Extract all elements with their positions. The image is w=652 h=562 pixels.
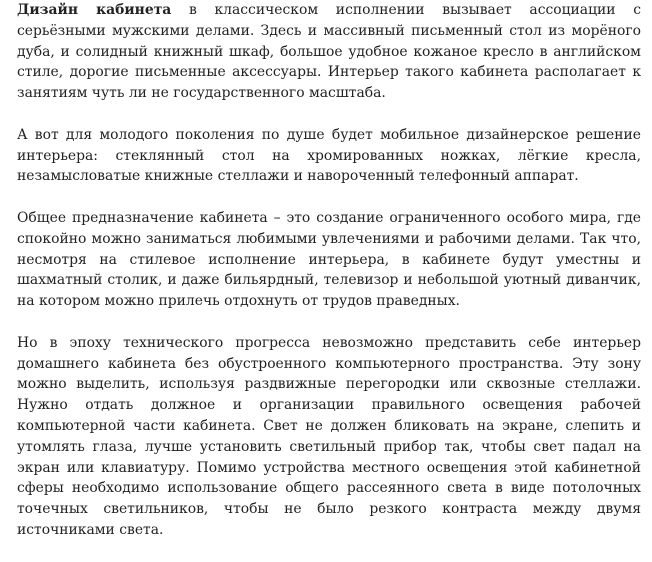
article-body [17, 0, 641, 562]
paragraph-modern-solution: А вот для молодого поколения по душе будет мобильное дизайнерское решение интерьера: стеклянный стол на хромированных ножках, лёгкие кресла, незамысловатые книжные стеллажи и навороченный телефонный аппарат. [17, 126, 641, 185]
paragraph-lead-heading: Дизайн кабинета [17, 2, 172, 18]
paragraph-purpose: Общее предназначение кабинета – это создание ограниченного особого мира, где спокойно можно заниматься любимыми увлечениями и рабочими делами. Так что, несмотря на стилевое исполнение интерьера, в кабинете будут уместны и шахматный столик, и даже бильярдный, телевизор и небольшой уютный диванчик, на котором можно прилечь отдохнуть от трудов праведных. [17, 209, 641, 310]
paragraph-computer-zone: Но в эпоху технического прогресса невозможно представить себе интерьер домашнего кабинета без обустроенного компьютерного пространства. Эту зону можно выделить, используя раздвижные перегородки или сквозные стеллажи. Нужно отдать должное и организации правильного освещения рабочей компьютерной части кабинета. Свет не должен бликовать на экране, слепить и утомлять глаза, лучше установить светильный прибор так, чтобы свет падал на экран или клавиатуру. Помимо устройства местного освещения этой кабинетной сферы необходимо использование общего рассеянного света в виде потолочных точечных светильников, чтобы не было резкого контраста между двумя источниками света. [17, 334, 641, 538]
paragraph-text: в классическом исполнении вызывает ассоциации с серьёзными мужскими делами. Здесь и массивный письменный стол из морёного дуба, и солидный книжный шкаф, большое удобное кожаное кресло в английском стиле, дорогие письменные аксессуары. Интерьер такого кабинета располагает к занятиям чуть ли не государственного масштаба. [17, 2, 641, 102]
paragraph-intro [17, 0, 641, 104]
